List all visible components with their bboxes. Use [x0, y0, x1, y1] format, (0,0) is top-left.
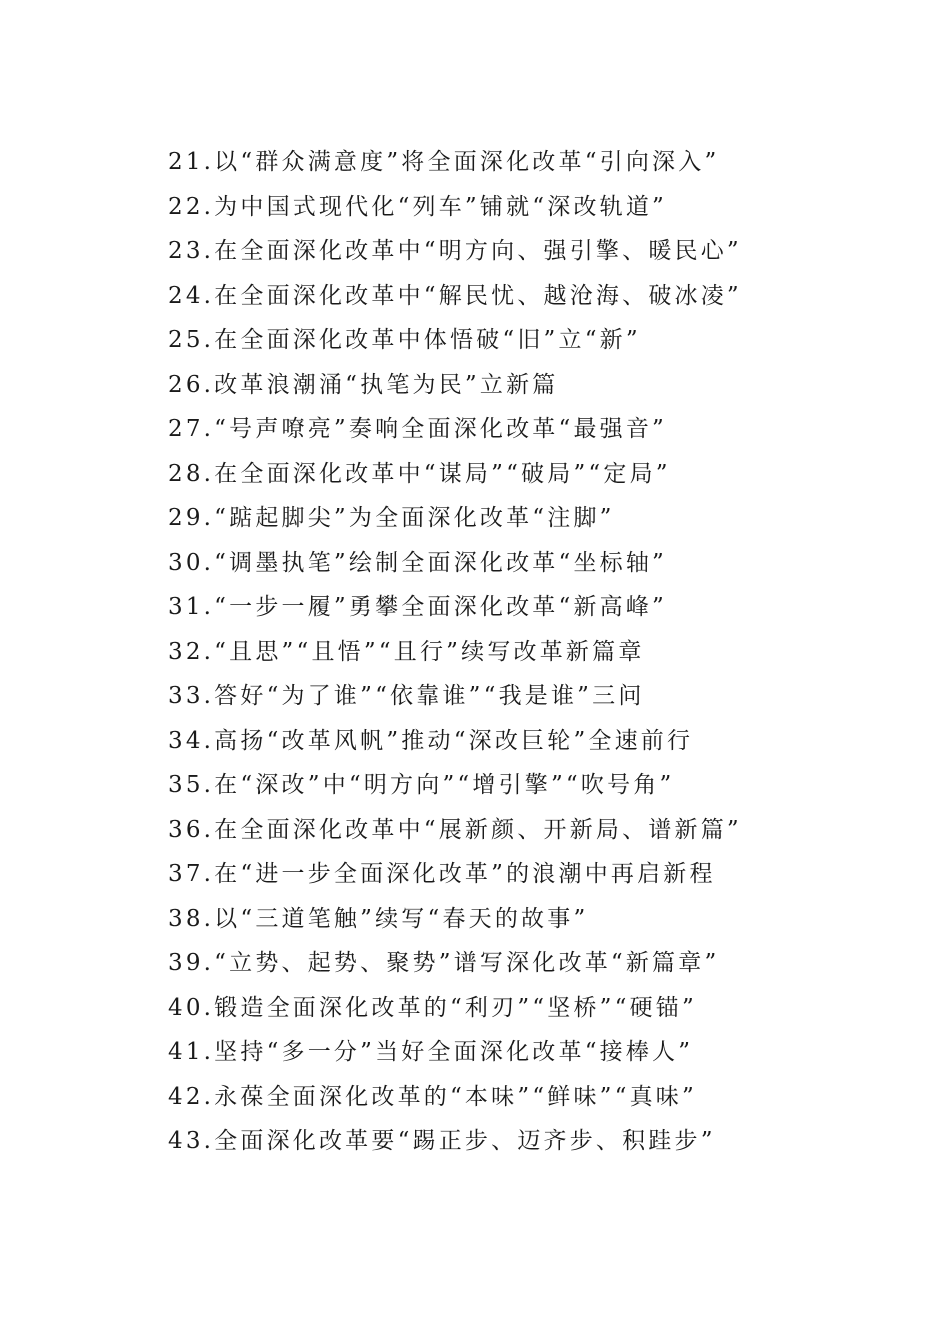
list-item: 26.改革浪潮涌“执笔为民”立新篇 [168, 371, 559, 398]
list-item: 22.为中国式现代化“列车”铺就“深改轨道” [168, 193, 668, 220]
list-item: 35.在“深改”中“明方向”“增引擎”“吹号角” [168, 772, 675, 798]
list-item: 32.“且思”“且悟”“且行”续写改革新篇章 [168, 638, 645, 665]
list-item: 24.在全面深化改革中“解民忧、越沧海、破冰凌” [168, 282, 742, 309]
list-item: 21.以“群众满意度”将全面深化改革“引向深入” [168, 149, 720, 175]
list-item: 29.“踮起脚尖”为全面深化改革“注脚” [168, 505, 615, 531]
list-item: 31.“一步一履”勇攀全面深化改革“新高峰” [168, 594, 668, 620]
list-item: 33.答好“为了谁”“依靠谁”“我是谁”三问 [168, 683, 645, 709]
list-item: 38.以“三道笔触”续写“春天的故事” [168, 905, 589, 932]
list-item: 30.“调墨执笔”绘制全面深化改革“坐标轴” [168, 549, 668, 576]
list-item: 36.在全面深化改革中“展新颜、开新局、谱新篇” [168, 816, 742, 843]
list-item: 25.在全面深化改革中体悟破“旧”立“新” [168, 327, 641, 353]
list-item: 40.锻造全面深化改革的“利刃”“坚桥”“硬锚” [168, 994, 697, 1021]
list-item: 23.在全面深化改革中“明方向、强引擎、暖民心” [168, 238, 742, 264]
list-item: 27.“号声嘹亮”奏响全面深化改革“最强音” [168, 416, 668, 442]
list-item: 39.“立势、起势、聚势”谱写深化改革“新篇章” [168, 950, 720, 976]
list-item: 41.坚持“多一分”当好全面深化改革“接棒人” [168, 1039, 694, 1065]
list-item: 43.全面深化改革要“踢正步、迈齐步、积跬步” [168, 1128, 716, 1154]
list-item: 42.永葆全面深化改革的“本味”“鲜味”“真味” [168, 1083, 697, 1110]
title-list [168, 140, 868, 1164]
list-item: 34.高扬“改革风帆”推动“深改巨轮”全速前行 [168, 727, 694, 754]
list-item: 28.在全面深化改革中“谋局”“破局”“定局” [168, 460, 671, 487]
list-item: 37.在“进一步全面深化改革”的浪潮中再启新程 [168, 861, 716, 887]
